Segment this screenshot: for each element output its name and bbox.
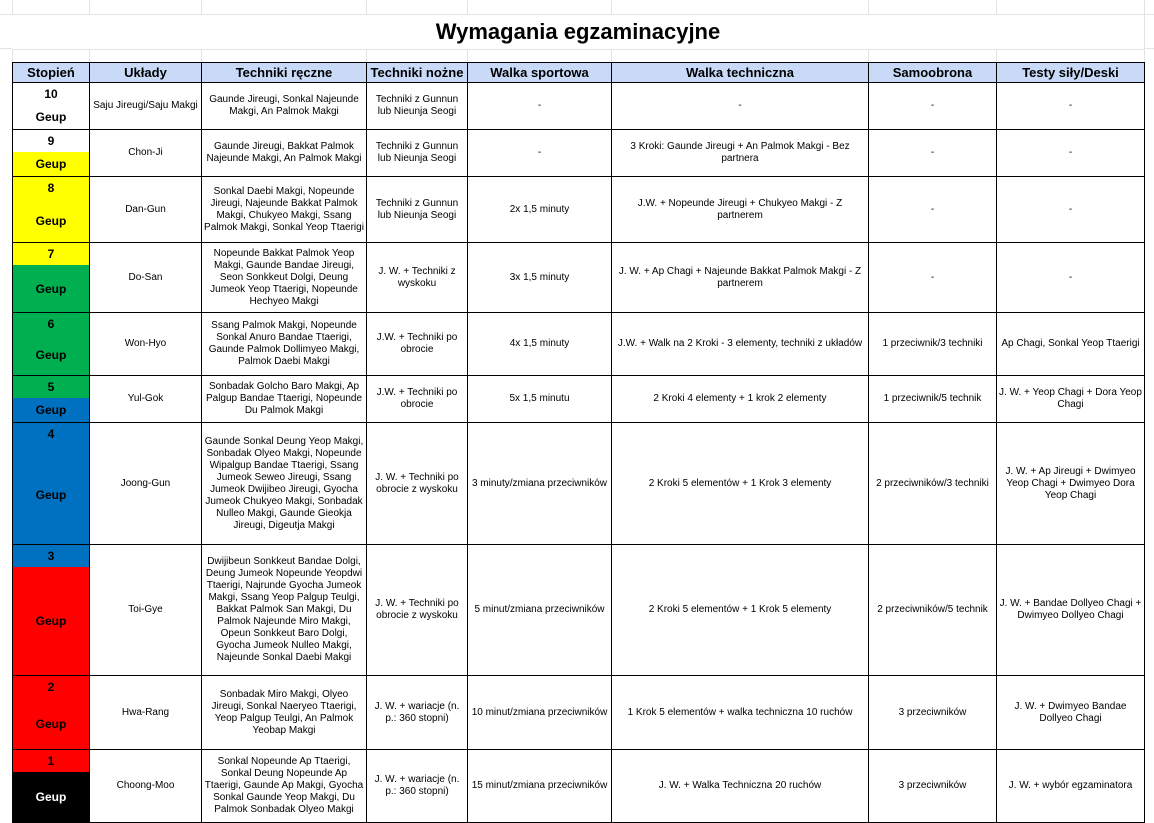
techniki-nozne-cell[interactable]: J. W. + Techniki po obrocie z wyskoku <box>367 545 468 676</box>
grade-wrap <box>13 177 89 242</box>
walka-sportowa-cell[interactable]: 5x 1,5 minutu <box>468 376 612 423</box>
grade-wrap <box>13 423 89 544</box>
uklad-cell[interactable]: Do-San <box>90 243 202 313</box>
walka-sportowa-cell[interactable]: 4x 1,5 minuty <box>468 313 612 376</box>
header-testy-sily[interactable]: Testy siły/Deski <box>997 63 1145 83</box>
walka-techniczna-cell[interactable]: J. W. + Walka Techniczna 20 ruchów <box>612 750 869 823</box>
header-row <box>13 63 1145 83</box>
grade-number: 2 <box>13 676 89 698</box>
techniki-nozne-cell[interactable]: J.W. + Techniki po obrocie <box>367 376 468 423</box>
testy-sily-cell[interactable]: J. W. + Dwimyeo Bandae Dollyeo Chagi <box>997 676 1145 750</box>
grade-label: Geup <box>13 152 89 176</box>
techniki-reczne-cell[interactable]: Sonbadak Golcho Baro Makgi, Ap Palgup Bandae Ttaerigi, Nopeunde Du Palmok Makgi <box>202 376 367 423</box>
table-row <box>13 376 1145 423</box>
walka-techniczna-cell[interactable]: J.W. + Nopeunde Jireugi + Chukyeo Makgi - Z partnerem <box>612 177 869 243</box>
table-row <box>13 545 1145 676</box>
techniki-reczne-cell[interactable]: Ssang Palmok Makgi, Nopeunde Sonkal Anuro Bandae Ttaerigi, Gaunde Palmok Dollimyeo Makgi, Palmok Daebi Makgi <box>202 313 367 376</box>
samoobrona-cell[interactable]: - <box>869 177 997 243</box>
walka-sportowa-cell[interactable]: 3 minuty/zmiana przeciwników <box>468 423 612 545</box>
techniki-nozne-cell[interactable]: J.W. + Techniki po obrocie <box>367 313 468 376</box>
grade-label: Geup <box>13 698 89 749</box>
grade-cell[interactable] <box>13 750 90 823</box>
header-techniki-nozne[interactable]: Techniki nożne <box>367 63 468 83</box>
table-row <box>13 243 1145 313</box>
exam-requirements-table <box>12 62 1145 823</box>
uklad-cell[interactable]: Saju Jireugi/Saju Makgi <box>90 83 202 130</box>
grade-cell[interactable] <box>13 545 90 676</box>
testy-sily-cell[interactable]: J. W. + Ap Jireugi + Dwimyeo Yeop Chagi + Dwimyeo Dora Yeop Chagi <box>997 423 1145 545</box>
page-title: Wymagania egzaminacyjne <box>12 14 1144 50</box>
grade-label: Geup <box>13 335 89 375</box>
testy-sily-cell[interactable]: J. W. + Yeop Chagi + Dora Yeop Chagi <box>997 376 1145 423</box>
grade-cell[interactable] <box>13 130 90 177</box>
techniki-reczne-cell[interactable]: Sonkal Nopeunde Ap Ttaerigi, Sonkal Deung Nopeunde Ap Ttaerigi, Gaunde Ap Makgi, Gyocha Sonkal Gaunde Yeop Makgi, Du Palmok Sonbadak Olyeo Makgi <box>202 750 367 823</box>
header-samoobrona[interactable]: Samoobrona <box>869 63 997 83</box>
testy-sily-cell[interactable]: - <box>997 243 1145 313</box>
grade-number: 9 <box>13 130 89 152</box>
testy-sily-cell[interactable]: J. W. + Bandae Dollyeo Chagi + Dwimyeo Dollyeo Chagi <box>997 545 1145 676</box>
uklad-cell[interactable]: Yul-Gok <box>90 376 202 423</box>
grade-number: 8 <box>13 177 89 199</box>
grade-number: 1 <box>13 750 89 772</box>
grade-number: 4 <box>13 423 89 445</box>
table-row <box>13 423 1145 545</box>
walka-sportowa-cell[interactable]: 3x 1,5 minuty <box>468 243 612 313</box>
header-uklady[interactable]: Układy <box>90 63 202 83</box>
grade-wrap <box>13 313 89 375</box>
grade-wrap <box>13 376 89 422</box>
samoobrona-cell[interactable]: 2 przeciwników/3 techniki <box>869 423 997 545</box>
techniki-reczne-cell[interactable]: Nopeunde Bakkat Palmok Yeop Makgi, Gaunde Bandae Jireugi, Seon Sonkkeut Dolgi, Deung Jumeok Yeop Ttaerigi, Nopeunde Hechyeo Makgi <box>202 243 367 313</box>
techniki-nozne-cell[interactable]: J. W. + Techniki z wyskoku <box>367 243 468 313</box>
walka-sportowa-cell[interactable]: - <box>468 83 612 130</box>
testy-sily-cell[interactable]: - <box>997 83 1145 130</box>
techniki-reczne-cell[interactable]: Gaunde Jireugi, Bakkat Palmok Najeunde Makgi, An Palmok Makgi <box>202 130 367 177</box>
techniki-reczne-cell[interactable]: Gaunde Sonkal Deung Yeop Makgi, Sonbadak Olyeo Makgi, Nopeunde Wipalgup Bandae Ttaerigi, Ssang Jumeok Seweo Jireugi, Ssang Jumeok Dwijibeo Jireugi, Gyocha Jumeok Chukyeo Makgi, Sonbadak Nulleo Makgi, Gaunde Gieokja Jireugi, Digeutja Makgi <box>202 423 367 545</box>
samoobrona-cell[interactable]: 2 przeciwników/5 technik <box>869 545 997 676</box>
grade-cell[interactable] <box>13 676 90 750</box>
testy-sily-cell[interactable]: - <box>997 130 1145 177</box>
uklad-cell[interactable]: Won-Hyo <box>90 313 202 376</box>
uklad-cell[interactable]: Toi-Gye <box>90 545 202 676</box>
grade-wrap <box>13 130 89 176</box>
header-stopien[interactable]: Stopień <box>13 63 90 83</box>
samoobrona-cell[interactable]: 1 przeciwnik/3 techniki <box>869 313 997 376</box>
table-row <box>13 83 1145 130</box>
grade-cell[interactable] <box>13 423 90 545</box>
grade-label: Geup <box>13 199 89 242</box>
grade-label: Geup <box>13 445 89 544</box>
grade-wrap <box>13 83 89 129</box>
walka-sportowa-cell[interactable]: 10 minut/zmiana przeciwników <box>468 676 612 750</box>
grade-wrap <box>13 243 89 312</box>
techniki-reczne-cell[interactable]: Dwijibeun Sonkkeut Bandae Dolgi, Deung Jumeok Nopeunde Yeopdwi Ttaerigi, Najrunde Gyocha Jumeok Makgi, Ssang Yeop Palgup Teulgi, Bakkat Palmok San Makgi, Du Palmok Najeunde Miro Makgi, Opeun Sonkkeut Baro Dolgi, Gyocha Jumeok Nulleo Makgi, Najeunde Sonkal Daebi Makgi <box>202 545 367 676</box>
walka-techniczna-cell[interactable]: J. W. + Ap Chagi + Najeunde Bakkat Palmok Makgi - Z partnerem <box>612 243 869 313</box>
techniki-nozne-cell[interactable]: J. W. + wariacje (n. p.: 360 stopni) <box>367 676 468 750</box>
grade-number: 3 <box>13 545 89 567</box>
techniki-nozne-cell[interactable]: Techniki z Gunnun lub Nieunja Seogi <box>367 177 468 243</box>
walka-sportowa-cell[interactable]: 2x 1,5 minuty <box>468 177 612 243</box>
walka-techniczna-cell[interactable]: 1 Krok 5 elementów + walka techniczna 10 ruchów <box>612 676 869 750</box>
grade-number: 5 <box>13 376 89 398</box>
samoobrona-cell[interactable]: 1 przeciwnik/5 technik <box>869 376 997 423</box>
walka-techniczna-cell[interactable]: J.W. + Walk na 2 Kroki - 3 elementy, techniki z układów <box>612 313 869 376</box>
grade-label: Geup <box>13 772 89 822</box>
table-row <box>13 130 1145 177</box>
uklad-cell[interactable]: Dan-Gun <box>90 177 202 243</box>
techniki-reczne-cell[interactable]: Gaunde Jireugi, Sonkal Najeunde Makgi, An Palmok Makgi <box>202 83 367 130</box>
grade-wrap <box>13 545 89 675</box>
techniki-nozne-cell[interactable]: Techniki z Gunnun lub Nieunja Seogi <box>367 83 468 130</box>
header-techniki-reczne[interactable]: Techniki ręczne <box>202 63 367 83</box>
grade-label: Geup <box>13 567 89 675</box>
grade-cell[interactable] <box>13 177 90 243</box>
grade-number: 10 <box>13 83 89 105</box>
header-walka-techniczna[interactable]: Walka techniczna <box>612 63 869 83</box>
uklad-cell[interactable]: Joong-Gun <box>90 423 202 545</box>
uklad-cell[interactable]: Hwa-Rang <box>90 676 202 750</box>
samoobrona-cell[interactable]: 3 przeciwników <box>869 676 997 750</box>
grade-wrap <box>13 750 89 822</box>
grade-number: 7 <box>13 243 89 265</box>
walka-techniczna-cell[interactable]: - <box>612 83 869 130</box>
walka-techniczna-cell[interactable]: 2 Kroki 5 elementów + 1 Krok 5 elementy <box>612 545 869 676</box>
uklad-cell[interactable]: Chon-Ji <box>90 130 202 177</box>
testy-sily-cell[interactable]: J. W. + wybór egzaminatora <box>997 750 1145 823</box>
samoobrona-cell[interactable]: - <box>869 83 997 130</box>
samoobrona-cell[interactable]: - <box>869 243 997 313</box>
techniki-nozne-cell[interactable]: J. W. + wariacje (n. p.: 360 stopni) <box>367 750 468 823</box>
uklad-cell[interactable]: Choong-Moo <box>90 750 202 823</box>
walka-techniczna-cell[interactable]: 2 Kroki 4 elementy + 1 krok 2 elementy <box>612 376 869 423</box>
grade-label: Geup <box>13 265 89 312</box>
techniki-reczne-cell[interactable]: Sonkal Daebi Makgi, Nopeunde Jireugi, Najeunde Bakkat Palmok Makgi, Chukyeo Makgi, Ssang Palmok Makgi, Sonkal Yeop Ttaerigi <box>202 177 367 243</box>
techniki-nozne-cell[interactable]: J. W. + Techniki po obrocie z wyskoku <box>367 423 468 545</box>
techniki-nozne-cell[interactable]: Techniki z Gunnun lub Nieunja Seogi <box>367 130 468 177</box>
techniki-reczne-cell[interactable]: Sonbadak Miro Makgi, Olyeo Jireugi, Sonkal Naeryeo Ttaerigi, Yeop Palgup Teulgi, An Palmok Yeobap Makgi <box>202 676 367 750</box>
samoobrona-cell[interactable]: - <box>869 130 997 177</box>
grade-wrap <box>13 676 89 749</box>
walka-sportowa-cell[interactable]: 15 minut/zmiana przeciwników <box>468 750 612 823</box>
walka-sportowa-cell[interactable]: 5 minut/zmiana przeciwników <box>468 545 612 676</box>
grade-cell[interactable] <box>13 376 90 423</box>
table-row <box>13 313 1145 376</box>
samoobrona-cell[interactable]: 3 przeciwników <box>869 750 997 823</box>
header-walka-sportowa[interactable]: Walka sportowa <box>468 63 612 83</box>
walka-techniczna-cell[interactable]: 3 Kroki: Gaunde Jireugi + An Palmok Makgi - Bez partnera <box>612 130 869 177</box>
grade-label: Geup <box>13 105 89 129</box>
grade-cell[interactable] <box>13 83 90 130</box>
table-row <box>13 177 1145 243</box>
grade-cell[interactable] <box>13 243 90 313</box>
table-row <box>13 676 1145 750</box>
grade-cell[interactable] <box>13 313 90 376</box>
grade-number: 6 <box>13 313 89 335</box>
walka-techniczna-cell[interactable]: 2 Kroki 5 elementów + 1 Krok 3 elementy <box>612 423 869 545</box>
walka-sportowa-cell[interactable]: - <box>468 130 612 177</box>
testy-sily-cell[interactable]: - <box>997 177 1145 243</box>
table-row <box>13 750 1145 823</box>
testy-sily-cell[interactable]: Ap Chagi, Sonkal Yeop Ttaerigi <box>997 313 1145 376</box>
grade-label: Geup <box>13 398 89 422</box>
